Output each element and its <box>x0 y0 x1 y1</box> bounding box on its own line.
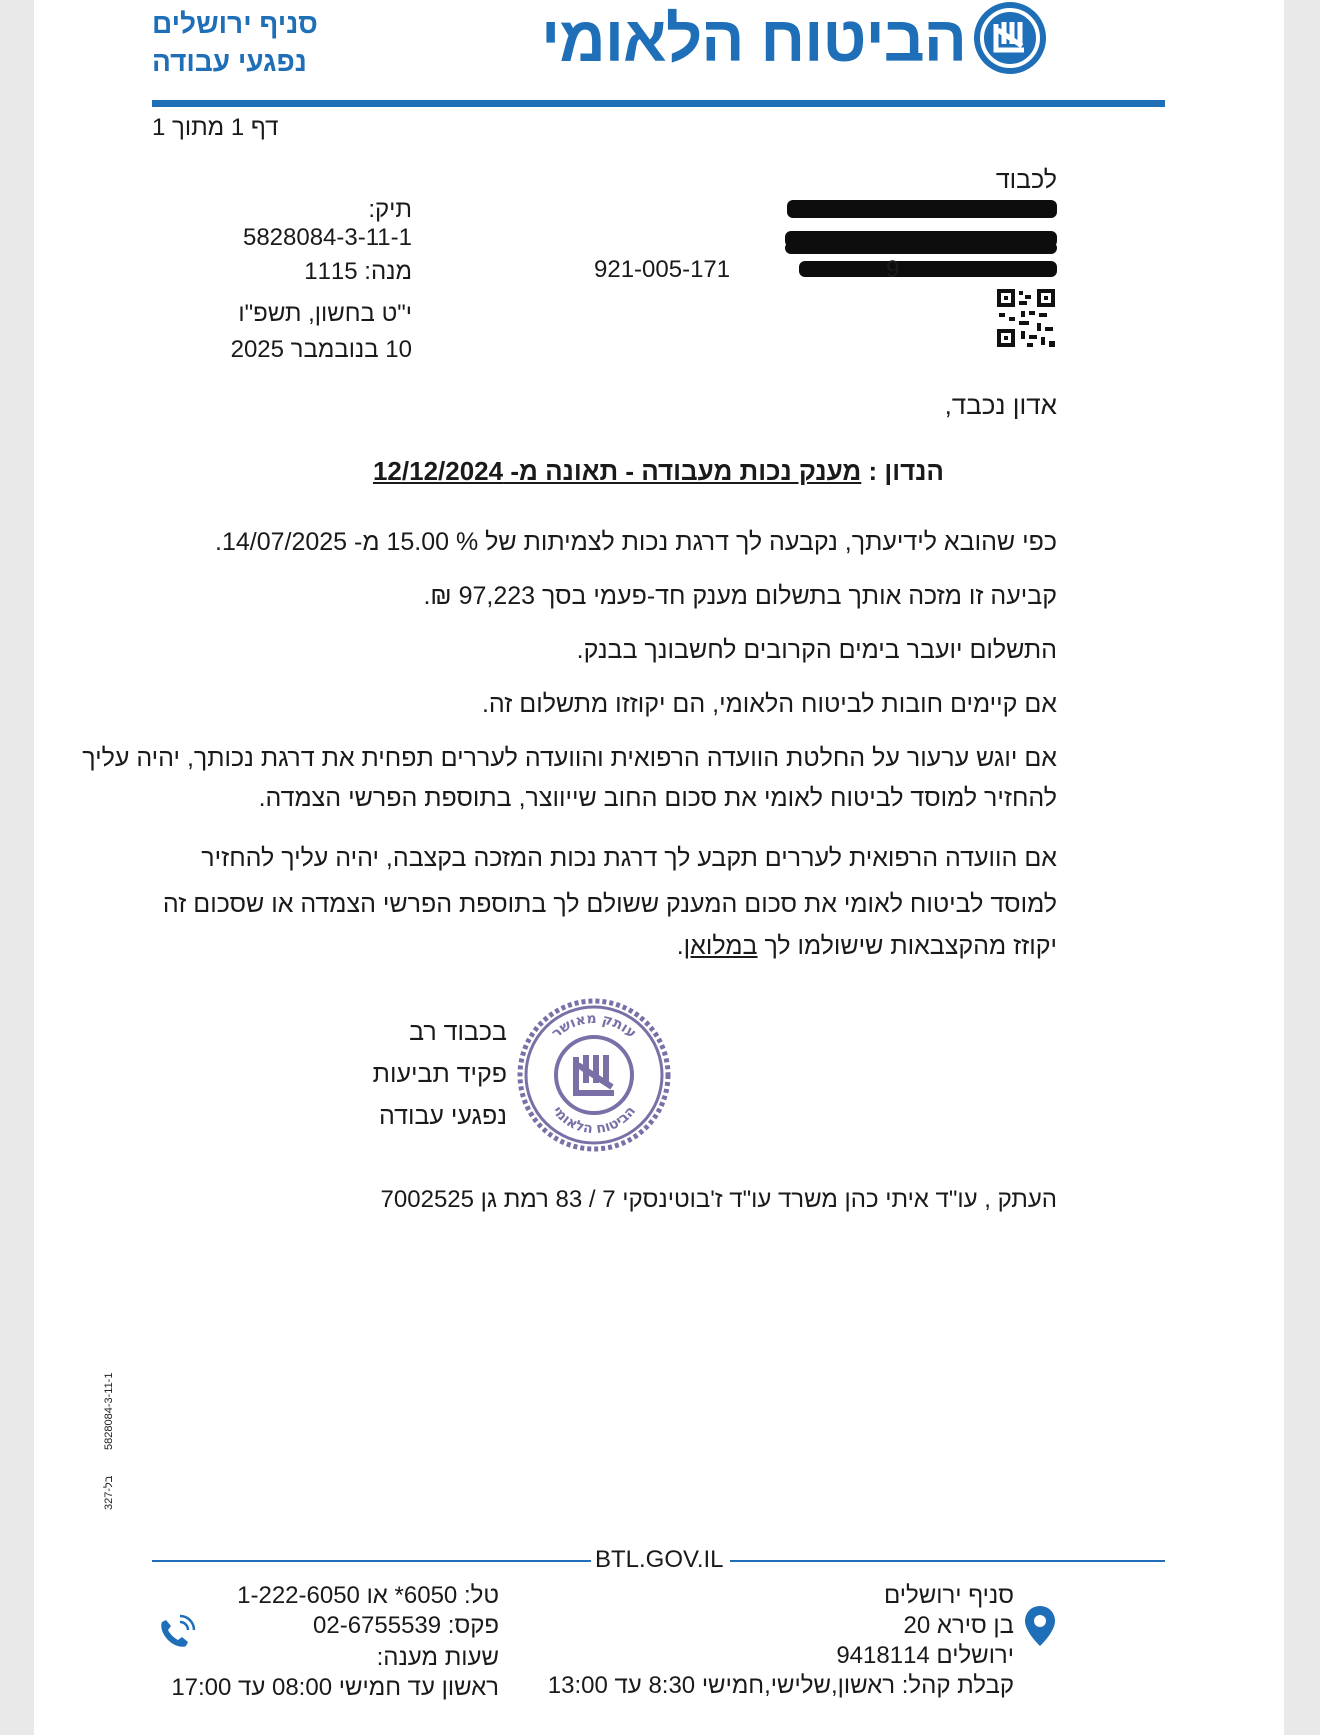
hebrew-date: י"ט בחשון, תשפ"ו <box>238 300 412 327</box>
file-label: תיק: <box>368 196 412 223</box>
recipient-phone: 921-005-171 <box>594 256 731 283</box>
body-line-1: כפי שהובא לידיעתך, נקבעה לך דרגת נכות לצמיתות של % 15.00 מ- 14/07/2025. <box>215 528 1057 556</box>
signature-title: פקיד תביעות <box>372 1060 507 1088</box>
body-line-4: אם קיימים חובות לביטוח הלאומי, הם יקוזזו מתשלום זה. <box>481 690 1057 718</box>
signature-department: נפגעי עבודה <box>379 1102 507 1130</box>
greeting: אדון נכבד, <box>944 390 1057 420</box>
redacted-name <box>787 200 1057 218</box>
body-line-6: להחזיר למוסד לביטוח לאומי את סכום החוב שייווצר, בתוספת הפרשי הצמדה. <box>258 784 1057 812</box>
body-line-9 <box>677 932 1057 961</box>
footer-divider-left <box>152 1560 592 1562</box>
body-line-2: קביעה זו מזכה אותך בתשלום מענק חד-פעמי בסך 97,223 ₪. <box>423 582 1057 610</box>
location-pin-icon <box>1023 1604 1057 1648</box>
body-last-underlined: במלואן <box>683 932 758 960</box>
side-form-number: בל-327 <box>103 1475 115 1510</box>
footer-reception-hours: קבלת קהל: ראשון,שלישי,חמישי 8:30 עד 13:00 <box>547 1672 1014 1699</box>
subject-prefix: הנדון : <box>868 456 945 486</box>
counter-number: מנה: 1115 <box>304 258 412 285</box>
stamp-bottom-text: הביטוח הלאומי <box>549 1103 640 1138</box>
branch-name: סניף ירושלים <box>152 8 318 39</box>
recipient-partial-digit: 9 <box>886 256 900 283</box>
btl-logo-icon <box>972 0 1048 76</box>
subject-line <box>152 456 1165 487</box>
signature-closing: בכבוד רב <box>409 1018 507 1046</box>
letter-page <box>34 0 1284 1735</box>
body-last-text: יקוזז מהקצבאות שישולמו לך <box>757 932 1057 960</box>
cc-line: העתק , עו"ד איתי כהן משרד עו"ד ז'בוטינסקי 7 / 83 רמת גן 7002525 <box>380 1186 1057 1213</box>
redacted-extra <box>785 242 1057 254</box>
redacted-city <box>799 261 1057 277</box>
phone-icon <box>154 1612 204 1652</box>
footer-city: ירושלים 9418114 <box>836 1642 1014 1669</box>
footer-fax: פקס: 02-6755539 <box>313 1612 499 1639</box>
footer-divider-right <box>730 1560 1165 1562</box>
logo-text: הביטוח הלאומי <box>540 3 966 75</box>
footer-street: בן סירא 20 <box>903 1612 1014 1639</box>
gregorian-date: 10 בנובמבר 2025 <box>230 336 412 363</box>
official-stamp-icon <box>514 995 674 1155</box>
body-line-3: התשלום יועבר בימים הקרובים לחשבונך בבנק. <box>576 636 1057 664</box>
svg-text:הביטוח הלאומי <box>549 1103 639 1137</box>
body-line-7: אם הוועדה הרפואית לעררים תקבע לך דרגת נכות המזכה בקצבה, יהיה עליך להחזיר <box>201 844 1057 872</box>
stamp-top-text: עותק מאושר <box>548 1010 640 1042</box>
side-form-code <box>94 1360 134 1520</box>
body-line-8: למוסד לביטוח לאומי את סכום המענק ששולם לך בתוספת הפרשי הצמדה או שסכום זה <box>162 890 1057 918</box>
qr-code-icon <box>995 287 1057 349</box>
subject-topic: מענק נכות מעבודה - תאונה מ- 12/12/2024 <box>372 456 862 486</box>
recipient-salutation: לכבוד <box>995 166 1057 194</box>
footer-hours: ראשון עד חמישי 08:00 עד 17:00 <box>171 1674 499 1701</box>
header-divider <box>152 100 1165 107</box>
footer-phone: טל: 6050* או 1-222-6050 <box>237 1582 499 1609</box>
website-link[interactable]: BTL.GOV.IL <box>591 1546 728 1574</box>
footer-hours-label: שעות מענה: <box>376 1644 499 1671</box>
body-line-5: אם יוגש ערעור על החלטת הוועדה הרפואית והוועדה לעררים תפחית את דרגת נכותך, יהיה עליך <box>82 744 1057 772</box>
branch-department: נפגעי עבודה <box>152 46 307 77</box>
page-number: דף 1 מתוך 1 <box>152 114 279 141</box>
file-number: 5828084-3-11-1 <box>242 224 412 251</box>
side-file-number: 5828084-3-11-1 <box>103 1372 115 1450</box>
footer-branch-name: סניף ירושלים <box>883 1582 1014 1609</box>
body-last-period: . <box>676 932 684 960</box>
